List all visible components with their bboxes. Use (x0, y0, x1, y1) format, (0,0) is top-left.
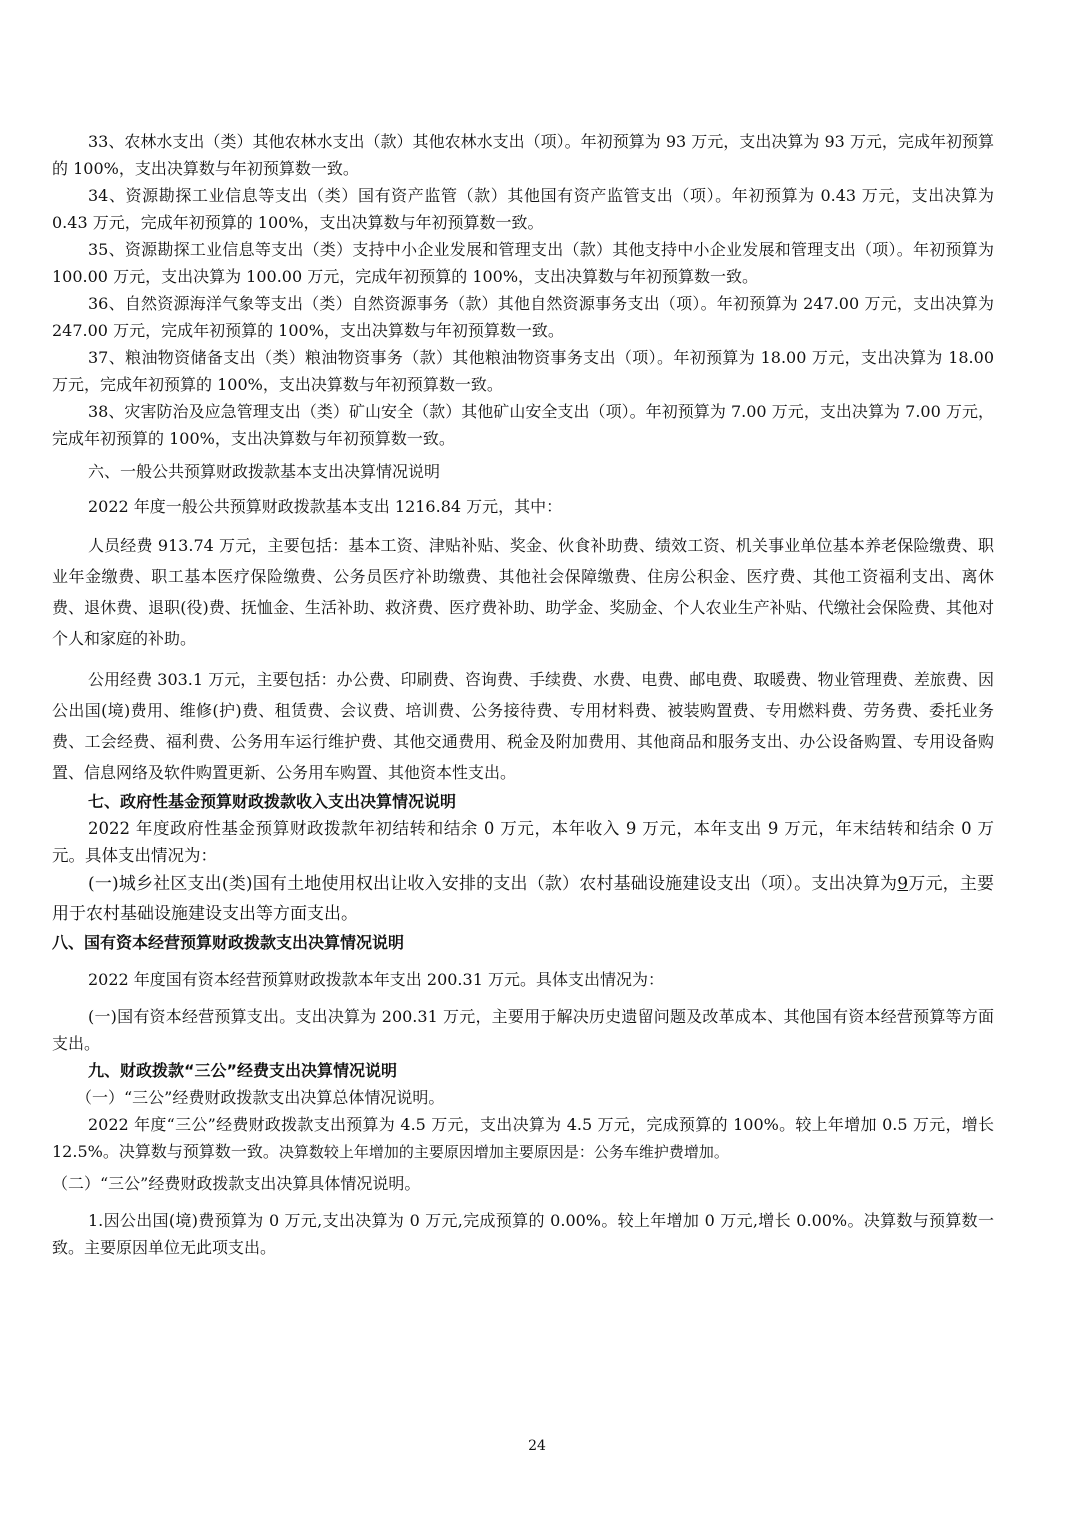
paragraph-6-public: 公用经费 303.1 万元，主要包括：办公费、印刷费、咨询费、手续费、水费、电费、邮电费、取暖费、物业管理费、差旅费、因公出国(境)费用、维修(护)费、租赁费、会议费、培训费、公务接待费、专用材料费、被装购置费、专用燃料费、劳务费、委托业务费、工会经费、福利费、公务用车运行维护费、其他交通费用、税金及附加费用、其他商品和服务支出、办公设备购置、专用设备购置、信息网络及软件购置更新、公务用车购置、其他资本性支出。 (52, 670, 994, 782)
section-heading-9: 九、财政拨款“三公”经费支出决算情况说明 (88, 1061, 398, 1080)
page-number: 24 (528, 1438, 546, 1454)
paragraph-36: 36、自然资源海洋气象等支出（类）自然资源事务（款）其他自然资源事务支出（项）。年初预算为 247.00 万元，支出决算为 247.00 万元，完成年初预算的 100%，支出决算数与年初预算数一致。 (52, 294, 994, 340)
paragraph-8-intro: 2022 年度国有资本经营预算财政拨款本年支出 200.31 万元。具体支出情况为： (88, 970, 664, 989)
paragraph-33: 33、农林水支出（类）其他农林水支出（款）其他农林水支出（项）。年初预算为 93 万元，支出决算为 93 万元，完成年初预算的 100%，支出决算数与年初预算数一致。 (52, 132, 994, 178)
paragraph-9-sub-1-text-a: 2022 年度“三公”经费财政拨款支出预算为 4.5 万元，支出决算为 4.5 万元，完成预算的 100%。较上年增加 0.5 万元，增长 12.5%。决算数与预算数一致。 (52, 1115, 994, 1161)
paragraph-9-sub-1-text (52, 1111, 994, 1166)
paragraph-34: 34、资源勘探工业信息等支出（类）国有资产监管（款）其他国有资产监管支出（项）。年初预算为 0.43 万元，支出决算为 0.43 万元，完成年初预算的 100%，支出决算数与年初预算数一致。 (52, 186, 994, 232)
paragraph-35: 35、资源勘探工业信息等支出（类）支持中小企业发展和管理支出（款）其他支持中小企业发展和管理支出（项）。年初预算为 100.00 万元，支出决算为 100.00 万元，完成年初预算的 100%，支出决算数与年初预算数一致。 (52, 240, 994, 286)
paragraph-6-intro: 2022 年度一般公共预算财政拨款基本支出 1216.84 万元，其中： (88, 497, 563, 516)
paragraph-7-item-1-text-b: 万元，主要用于农村基础设施建设支出等方面支出。 (52, 874, 994, 924)
paragraph-7-intro: 2022 年度政府性基金预算财政拨款年初结转和结余 0 万元，本年收入 9 万元，本年支出 9 万元，年末结转和结余 0 万元。具体支出情况为： (52, 819, 994, 865)
paragraph-9-sub-1: （一）“三公”经费财政拨款支出决算总体情况说明。 (76, 1088, 445, 1107)
paragraph-7-item-1-amount: 9 (897, 874, 909, 894)
paragraph-37: 37、粮油物资储备支出（类）粮油物资事务（款）其他粮油物资事务支出（项）。年初预算为 18.00 万元，支出决算为 18.00 万元，完成年初预算的 100%，支出决算数与年初预算数一致。 (52, 348, 994, 394)
section-heading-6: 六、一般公共预算财政拨款基本支出决算情况说明 (88, 462, 441, 481)
paragraph-38: 38、灾害防治及应急管理支出（类）矿山安全（款）其他矿山安全支出（项）。年初预算为 7.00 万元，支出决算为 7.00 万元，完成年初预算的 100%，支出决算数与年初预算数一致。 (52, 402, 994, 448)
paragraph-9-item-1: 1.因公出国(境)费预算为 0 万元,支出决算为 0 万元,完成预算的 0.00%。较上年增加 0 万元,增长 0.00%。决算数与预算数一致。主要原因单位无此项支出。 (52, 1211, 994, 1257)
paragraph-8-item-1: (一)国有资本经营预算支出。支出决算为 200.31 万元，主要用于解决历史遗留问题及改革成本、其他国有资本经营预算等方面支出。 (52, 1007, 994, 1053)
document-body (52, 128, 994, 1261)
paragraph-9-sub-1-text-b: 决算数较上年增加的主要原因增加主要原因是：公务车维护费增加。 (278, 1143, 729, 1161)
section-heading-7: 七、政府性基金预算财政拨款收入支出决算情况说明 (88, 792, 457, 811)
paragraph-7-item-1-text-a: (一)城乡社区支出(类)国有土地使用权出让收入安排的支出（款）农村基础设施建设支出（项）。支出决算为 (88, 874, 898, 894)
paragraph-9-sub-2: （二）“三公”经费财政拨款支出决算具体情况说明。 (52, 1174, 421, 1193)
section-heading-8: 八、国有资本经营预算财政拨款支出决算情况说明 (52, 933, 405, 952)
paragraph-7-item-1 (52, 869, 994, 929)
paragraph-6-personnel: 人员经费 913.74 万元，主要包括：基本工资、津贴补贴、奖金、伙食补助费、绩效工资、机关事业单位基本养老保险缴费、职业年金缴费、职工基本医疗保险缴费、公务员医疗补助缴费、其他社会保障缴费、住房公积金、医疗费、其他工资福利支出、离休费、退休费、退职(役)费、抚恤金、生活补助、救济费、医疗费补助、助学金、奖励金、个人农业生产补贴、代缴社会保险费、其他对个人和家庭的补助。 (52, 536, 994, 648)
